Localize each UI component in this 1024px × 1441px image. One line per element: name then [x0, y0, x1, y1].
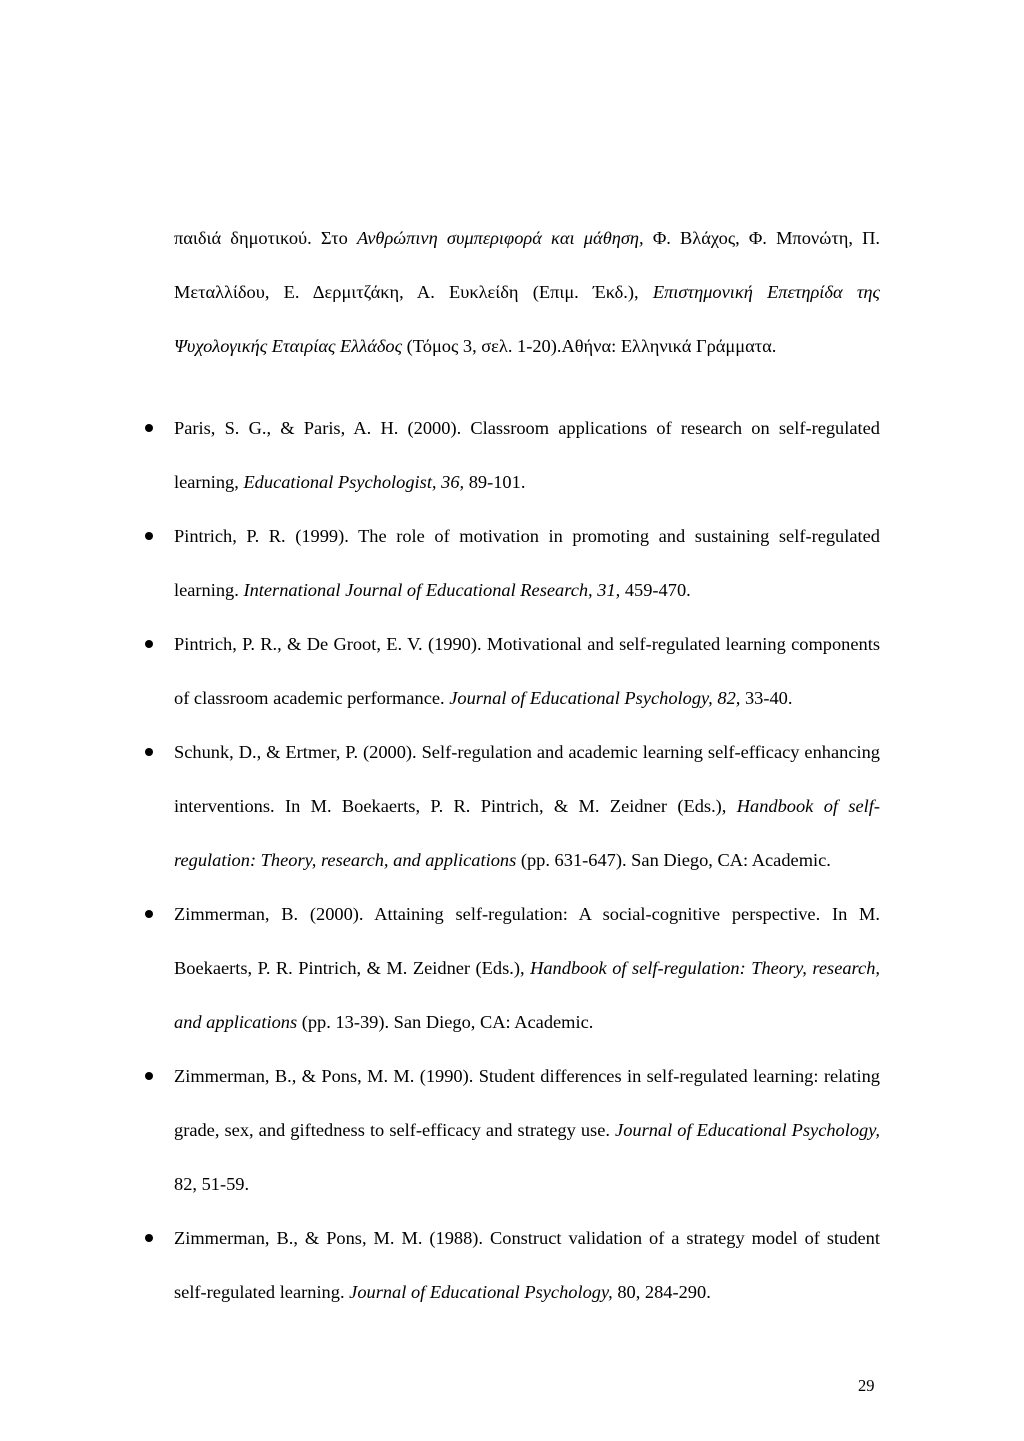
reference-text: 459-470.	[620, 580, 691, 600]
bullet-icon	[145, 748, 153, 756]
bullet-icon	[145, 1072, 153, 1080]
reference-item	[174, 509, 880, 617]
reference-italic: Educational Psychologist, 36,	[243, 472, 465, 492]
reference-text: 89-101.	[464, 472, 526, 492]
reference-text: Zimmerman, B., & Pons, M. M. (1990). Student differences in self-regulated learning: relating grade, sex, and giftedness to self-efficacy and strategy use.	[174, 1066, 880, 1140]
continuation-text: (Τόμος 3, σελ. 1-20).Αθήνα: Ελληνικά Γράμματα.	[402, 336, 777, 356]
reference-text: 82, 51-59.	[174, 1174, 250, 1194]
reference-italic: Journal of Educational Psychology,	[615, 1120, 880, 1140]
reference-list	[174, 401, 880, 1319]
reference-item	[174, 887, 880, 1049]
reference-text: Pintrich, P. R., & De Groot, E. V. (1990). Motivational and self-regulated learning components of classroom academic performance.	[174, 634, 880, 708]
reference-text: (pp. 13-39). San Diego, CA: Academic.	[297, 1012, 594, 1032]
continuation-text: παιδιά δημοτικού. Στο	[174, 228, 358, 248]
bullet-icon	[145, 424, 153, 432]
reference-text: Zimmerman, B., & Pons, M. M. (1988). Construct validation of a strategy model of student self-regulated learning.	[174, 1228, 880, 1302]
reference-text: Schunk, D., & Ertmer, P. (2000). Self-regulation and academic learning self-efficacy enhancing interventions. In M. Boekaerts, P. R. Pintrich, & M. Zeidner (Eds.),	[174, 742, 880, 816]
continuation-italic-source: Επιστημονική Επετηρίδα της Ψυχολογικής Εταιρίας Ελλάδος	[174, 282, 881, 356]
bullet-icon	[145, 910, 153, 918]
reference-item	[174, 1211, 880, 1319]
page-number: 29	[858, 1376, 875, 1395]
reference-item	[174, 617, 880, 725]
continuation-italic-title: Ανθρώπινη συμπεριφορά και μάθηση,	[357, 228, 644, 248]
bullet-icon	[145, 640, 153, 648]
reference-text: Pintrich, P. R. (1999). The role of motivation in promoting and sustaining self-regulated learning.	[174, 526, 880, 600]
reference-item	[174, 725, 880, 887]
reference-item	[174, 1049, 880, 1211]
reference-text: Paris, S. G., & Paris, A. H. (2000). Classroom applications of research on self-regulated learning,	[174, 418, 880, 492]
bullet-icon	[145, 532, 153, 540]
reference-italic: International Journal of Educational Research, 31,	[243, 580, 621, 600]
reference-text: 33-40.	[740, 688, 793, 708]
reference-text: Zimmerman, B. (2000). Attaining self-regulation: A social-cognitive perspective. In M. Boekaerts, P. R. Pintrich, & M. Zeidner (Eds.),	[174, 904, 880, 978]
continuation-text: Φ. Βλάχος, Φ. Μπονώτη, Π. Μεταλλίδου, Ε. Δερμιτζάκη, Α. Ευκλείδη (Επιμ. Έκδ.),	[174, 228, 880, 302]
reference-text: 80, 284-290.	[612, 1282, 711, 1302]
reference-italic: Handbook of self-regulation: Theory, research, and applications	[174, 958, 880, 1032]
reference-continuation	[174, 211, 880, 373]
reference-italic: Handbook of self-regulation: Theory, research, and applications	[174, 796, 881, 870]
reference-italic: Journal of Educational Psychology,	[349, 1282, 613, 1302]
reference-text: (pp. 631-647). San Diego, CA: Academic.	[516, 850, 831, 870]
reference-item	[174, 401, 880, 509]
bullet-icon	[145, 1234, 153, 1242]
reference-italic: Journal of Educational Psychology, 82,	[449, 688, 741, 708]
